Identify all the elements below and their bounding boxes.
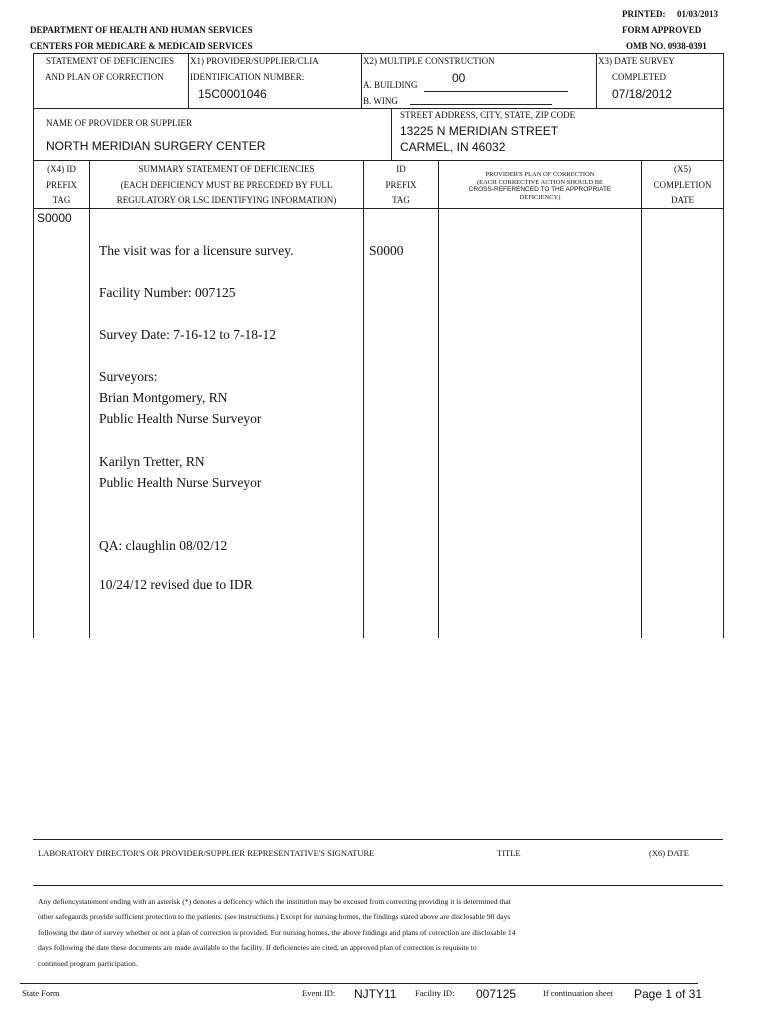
left-tag: S0000 xyxy=(37,211,72,225)
provider-id-label: X1) PROVIDER/SUPPLIER/CLIA xyxy=(190,56,319,66)
omb-number: OMB NO. 0938-0391 xyxy=(626,41,707,51)
provider-id-label-2: IDENTIFICATION NUMBER: xyxy=(190,72,305,82)
id-tag-label: TAG xyxy=(392,195,410,205)
signature-top-rule xyxy=(33,839,723,840)
summary-label-1: SUMMARY STATEMENT OF DEFICIENCIES xyxy=(138,164,315,174)
right-tag: S0000 xyxy=(369,243,404,258)
disclaimer-line: Any defiencystatement ending with an asterisk (*) denotes a deficency which the institution may be excused from correcting providing it is determined that xyxy=(38,897,511,906)
summary-label-3: REGULATORY OR LSC IDENTIFYING INFORMATION) xyxy=(116,195,337,205)
body-line-survey-date: Survey Date: 7-16-12 to 7-18-12 xyxy=(99,327,276,342)
x4-prefix-label: PREFIX xyxy=(45,180,77,190)
plan-of-correction-label xyxy=(439,171,641,201)
form-approved: FORM APPROVED xyxy=(622,25,702,35)
address-line-2: CARMEL, IN 46032 xyxy=(400,140,506,154)
signature-bottom-rule xyxy=(33,885,723,886)
printed-date: 01/03/2013 xyxy=(677,9,719,19)
plan-label-4: DEFICIENCY) xyxy=(519,193,561,201)
provider-name-value: NORTH MERIDIAN SURGERY CENTER xyxy=(46,139,266,153)
department-title: DEPARTMENT OF HEALTH AND HUMAN SERVICES xyxy=(30,25,253,35)
id-prefix-label: PREFIX xyxy=(385,180,417,190)
provider-name-label: NAME OF PROVIDER OR SUPPLIER xyxy=(46,118,193,128)
date-label: DATE xyxy=(671,195,694,205)
x4-id-label: (X4) ID xyxy=(47,164,76,174)
date-survey-value: 07/18/2012 xyxy=(612,87,673,101)
disclaimer xyxy=(38,894,718,971)
event-id-label: Event ID: xyxy=(302,988,336,998)
disclaimer-line: following the date of survey whether or not a plan of correction is provided. For nursing homes, the above findings and plans of correction are disclosable 14 xyxy=(38,927,516,937)
disclaimer-line: other safegaurds provide sufficient protection to the patients. (see instructions.) Except for nursing homes, the findings stated above are disclosable 90 days xyxy=(38,912,511,922)
page-number: Page 1 of 31 xyxy=(634,987,703,1001)
plan-label-1: PROVIDER'S PLAN OF CORRECTION xyxy=(485,171,595,178)
provider-id-value: 15C0001046 xyxy=(198,87,267,101)
title-label: TITLE xyxy=(497,848,521,858)
disclaimer-line: continued program participation. xyxy=(38,958,138,968)
facility-id-label: Facility ID: xyxy=(415,988,455,998)
disclaimer-line: days following the date these documents are made available to the facility. If deficiencies are cited, an approved plan of correction is requisite to xyxy=(38,943,477,953)
agency-title: CENTERS FOR MEDICARE & MEDICAID SERVICES xyxy=(30,41,253,51)
body-line-qa: QA: claughlin 08/02/12 xyxy=(99,538,228,553)
continuation-label: If continuation sheet xyxy=(543,988,613,998)
facility-id-value: 007125 xyxy=(476,987,517,1001)
body-line-revised: 10/24/12 revised due to IDR xyxy=(99,577,253,592)
multiple-construction-label: X2) MULTIPLE CONSTRUCTION xyxy=(363,56,495,66)
event-id-value: NJTY11 xyxy=(354,987,397,1001)
id-label: ID xyxy=(396,164,406,174)
statement-label-1: STATEMENT OF DEFICIENCIES xyxy=(46,56,175,66)
x4-tag-label: TAG xyxy=(52,195,71,205)
building-value: 00 xyxy=(452,71,466,85)
plan-label-3: CROSS-REFERENCED TO THE APPROPRIATE xyxy=(468,186,612,193)
body-line-surveyors: Surveyors: xyxy=(99,369,158,384)
address-line-1: 13225 N MERIDIAN STREET xyxy=(400,124,559,138)
building-underline xyxy=(424,91,568,92)
completion-label: COMPLETION xyxy=(653,180,712,190)
printed-label: PRINTED: xyxy=(622,9,666,19)
plan-label-2: (EACH CORRECTIVE ACTION SHOULD BE xyxy=(476,178,604,186)
x6-date-label: (X6) DATE xyxy=(649,848,689,858)
state-form-label: State Form xyxy=(22,988,60,998)
body-line-surveyor-2-title: Public Health Nurse Surveyor xyxy=(99,475,262,490)
body-line-facility: Facility Number: 007125 xyxy=(99,285,236,300)
building-label: A. BUILDING xyxy=(363,80,418,90)
completed-label: COMPLETED xyxy=(612,72,666,82)
date-survey-label: X3) DATE SURVEY xyxy=(598,56,675,66)
wing-underline xyxy=(410,104,552,105)
statement-label-2: AND PLAN OF CORRECTION xyxy=(45,72,164,82)
director-signature-label: LABORATORY DIRECTOR'S OR PROVIDER/SUPPLIER REPRESENTATIVE'S SIGNATURE xyxy=(38,848,375,858)
summary-label-2: (EACH DEFICIENCY MUST BE PRECEDED BY FULL xyxy=(120,180,333,190)
wing-label: B. WING xyxy=(363,96,398,106)
body-line-surveyor-1-title: Public Health Nurse Surveyor xyxy=(99,411,262,426)
x5-label: (X5) xyxy=(674,164,691,174)
address-label: STREET ADDRESS, CITY, STATE, ZIP CODE xyxy=(400,110,576,120)
body-line-surveyor-2: Karilyn Tretter, RN xyxy=(99,454,205,469)
body-line-visit: The visit was for a licensure survey. xyxy=(99,243,294,258)
footer-rule xyxy=(20,983,698,984)
body-line-surveyor-1: Brian Montgomery, RN xyxy=(99,390,228,405)
